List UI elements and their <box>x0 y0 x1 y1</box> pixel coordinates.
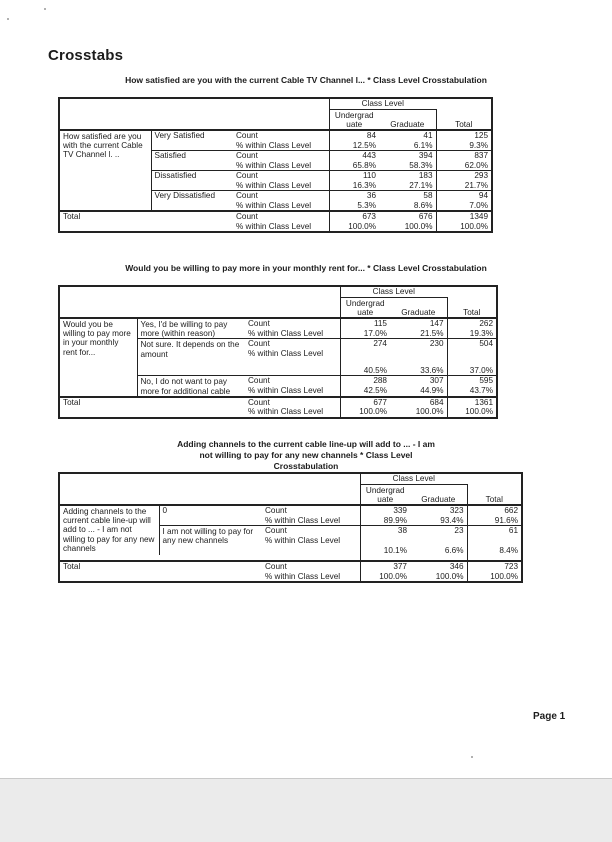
class-level-header: Class Level <box>360 473 467 484</box>
cell-value: 6.1% <box>413 140 433 150</box>
cell-spacer <box>467 536 522 546</box>
stat-label: Count <box>233 171 329 181</box>
cell-value: 65.8% <box>329 161 379 171</box>
stat-label: % within Class Level <box>236 200 312 210</box>
page-number: Page 1 <box>533 711 566 722</box>
total-row-label: Total <box>59 561 262 582</box>
cell-spacer <box>390 349 447 366</box>
total-row-label: Total <box>59 397 245 418</box>
row-category: Yes, I'd be willing to pay more (within reason) <box>137 318 245 339</box>
stat-label: % within Class Level <box>233 222 329 233</box>
stat-label: Count <box>233 191 329 201</box>
row-category: Not sure. It depends on the amount <box>137 339 245 376</box>
total-row-label: Total <box>59 211 233 232</box>
stat-label: Count <box>245 339 340 349</box>
column-header-total: Total <box>467 484 522 505</box>
cell-value: 100.0% <box>360 572 410 583</box>
stat-label: % within Class Level <box>245 407 340 418</box>
row-category: Satisfied <box>151 151 233 171</box>
stat-label: % within Class Level <box>236 180 312 190</box>
cell-value: 673 <box>329 211 379 222</box>
stat-label: Count <box>245 318 340 329</box>
stat-label: Count <box>245 397 340 408</box>
row-category: Dissatisfied <box>151 171 233 191</box>
cell-value: 93.4% <box>440 515 464 525</box>
crosstab-1-title: How satisfied are you with the current Cable TV Channel l... * Class Level Crosstabulation <box>125 75 487 85</box>
stat-label: Count <box>233 211 329 222</box>
column-header-graduate: Graduate <box>390 119 425 129</box>
column-header-total: Total <box>436 109 492 130</box>
cell-value: 41 <box>379 130 436 141</box>
cell-value: 100.0% <box>467 572 522 583</box>
row-category: Very Satisfied <box>151 130 233 151</box>
cell-value: 115 <box>340 318 390 329</box>
cell-value: 100.0% <box>447 407 497 418</box>
cell-value: 27.1% <box>409 180 433 190</box>
cell-value: 394 <box>379 151 436 161</box>
scan-speck <box>7 18 9 20</box>
cell-value: 147 <box>390 318 447 329</box>
crosstab-1 <box>58 97 493 233</box>
column-header-total: Total <box>447 297 497 318</box>
cell-value: 91.6% <box>467 516 522 526</box>
stat-label: Count <box>262 526 360 536</box>
cell-value: 17.0% <box>340 329 390 339</box>
cell-value: 8.4% <box>467 546 522 556</box>
column-header-graduate: Graduate <box>401 307 436 317</box>
cell-value: 346 <box>410 561 467 572</box>
cell-spacer <box>410 536 467 546</box>
cell-value: 274 <box>340 339 390 349</box>
cell-value: 100.0% <box>340 407 390 418</box>
cell-spacer <box>340 349 390 366</box>
stat-label: % within Class Level <box>236 140 312 150</box>
header-stub <box>59 473 360 505</box>
cell-value: 37.0% <box>447 366 497 376</box>
cell-value: 595 <box>447 376 497 386</box>
stat-label: % within Class Level <box>265 535 341 545</box>
cell-value: 100.0% <box>329 222 379 233</box>
cell-value: 100.0% <box>436 222 492 233</box>
stat-label: % within Class Level <box>248 328 324 338</box>
cell-value: 21.7% <box>436 181 492 191</box>
stat-label: % within Class Level <box>248 386 324 396</box>
page-edge <box>0 778 612 779</box>
cell-value: 339 <box>360 505 410 516</box>
stat-label: Count <box>262 561 360 572</box>
cell-value: 58.3% <box>409 160 433 170</box>
cell-value: 38 <box>360 526 410 536</box>
cell-value: 84 <box>329 130 379 141</box>
cell-value: 262 <box>447 318 497 329</box>
row-category: I am not willing to pay for any new channels <box>159 526 262 556</box>
header-blank <box>447 286 497 297</box>
cell-value: 230 <box>390 339 447 349</box>
cell-value: 307 <box>390 376 447 386</box>
row-variable-label: Adding channels to the current cable line-up will add to ... - I am not willing to pay for any new channels <box>59 505 159 555</box>
scan-speck <box>44 8 46 10</box>
cell-value: 23 <box>410 526 467 536</box>
stat-label: Count <box>245 376 340 386</box>
cell-value: 100.0% <box>410 572 467 583</box>
header-blank <box>467 473 522 484</box>
cell-value: 12.5% <box>329 141 379 151</box>
page-bottom-shade <box>0 779 612 842</box>
cell-spacer <box>447 349 497 366</box>
cell-value: 5.3% <box>329 201 379 212</box>
cell-value: 377 <box>360 561 410 572</box>
cell-value: 288 <box>340 376 390 386</box>
cell-value: 42.5% <box>340 386 390 397</box>
cell-value: 16.3% <box>329 181 379 191</box>
header-blank <box>436 98 492 109</box>
cell-value: 7.0% <box>436 201 492 212</box>
cell-value: 19.3% <box>447 329 497 339</box>
cell-value: 40.5% <box>340 366 390 376</box>
class-level-header: Class Level <box>340 286 447 297</box>
cell-value: 44.9% <box>420 386 444 396</box>
class-level-header: Class Level <box>329 98 436 109</box>
cell-value: 58 <box>379 191 436 201</box>
cell-value: 8.6% <box>413 200 433 210</box>
cell-value: 1361 <box>447 397 497 408</box>
header-stub <box>59 98 329 130</box>
cell-value: 94 <box>436 191 492 201</box>
cell-value: 6.6% <box>444 545 464 555</box>
header-stub <box>59 286 340 318</box>
scan-speck <box>471 756 473 758</box>
cell-value: 323 <box>410 505 467 516</box>
column-header-undergraduate: Undergrad uate <box>360 484 410 505</box>
cell-value: 183 <box>379 171 436 181</box>
cell-value: 100.0% <box>390 407 447 418</box>
column-header-graduate: Graduate <box>421 494 456 504</box>
stat-label: Count <box>233 151 329 161</box>
crosstab-2 <box>58 285 498 419</box>
column-header-undergraduate: Undergrad uate <box>329 109 379 130</box>
cell-value: 43.7% <box>447 386 497 397</box>
cell-value: 9.3% <box>436 141 492 151</box>
stat-label: % within Class Level <box>248 348 324 358</box>
cell-value: 125 <box>436 130 492 141</box>
row-variable-label: How satisfied are you with the current Cable TV Channel l. .. <box>59 130 151 211</box>
cell-value: 100.0% <box>379 222 436 233</box>
stat-label: % within Class Level <box>265 515 341 525</box>
cell-value: 293 <box>436 171 492 181</box>
cell-value: 723 <box>467 561 522 572</box>
cell-value: 110 <box>329 171 379 181</box>
stat-label: Count <box>262 505 360 516</box>
row-variable-label: Would you be willing to pay more in your monthly rent for... <box>59 318 137 397</box>
column-header-undergraduate: Undergrad uate <box>340 297 390 318</box>
stat-label: % within Class Level <box>262 572 360 583</box>
cell-value: 443 <box>329 151 379 161</box>
cell-value: 89.9% <box>360 516 410 526</box>
cell-value: 684 <box>390 397 447 408</box>
page-heading: Crosstabs <box>48 47 124 64</box>
cell-value: 837 <box>436 151 492 161</box>
cell-value: 662 <box>467 505 522 516</box>
crosstab-3-title: Adding channels to the current cable line-up will add to ... - I am not willing to pay for any new channels * Class Level Crosstabulation <box>177 439 435 471</box>
cell-value: 504 <box>447 339 497 349</box>
crosstab-3 <box>58 472 523 583</box>
cell-value: 36 <box>329 191 379 201</box>
row-category: 0 <box>159 505 262 526</box>
stat-label: Count <box>233 130 329 141</box>
cell-value: 10.1% <box>360 546 410 556</box>
cell-value: 1349 <box>436 211 492 222</box>
crosstab-2-title: Would you be willing to pay more in your monthly rent for... * Class Level Crosstabulation <box>125 263 487 273</box>
row-category: Very Dissatisfied <box>151 191 233 212</box>
cell-value: 33.6% <box>420 365 444 375</box>
cell-value: 21.5% <box>420 328 444 338</box>
cell-value: 677 <box>340 397 390 408</box>
cell-value: 676 <box>379 211 436 222</box>
stat-label: % within Class Level <box>236 160 312 170</box>
row-category: No, I do not want to pay more for additional cable <box>137 376 245 397</box>
cell-value: 61 <box>467 526 522 536</box>
cell-value: 62.0% <box>436 161 492 171</box>
cell-spacer <box>360 536 410 546</box>
